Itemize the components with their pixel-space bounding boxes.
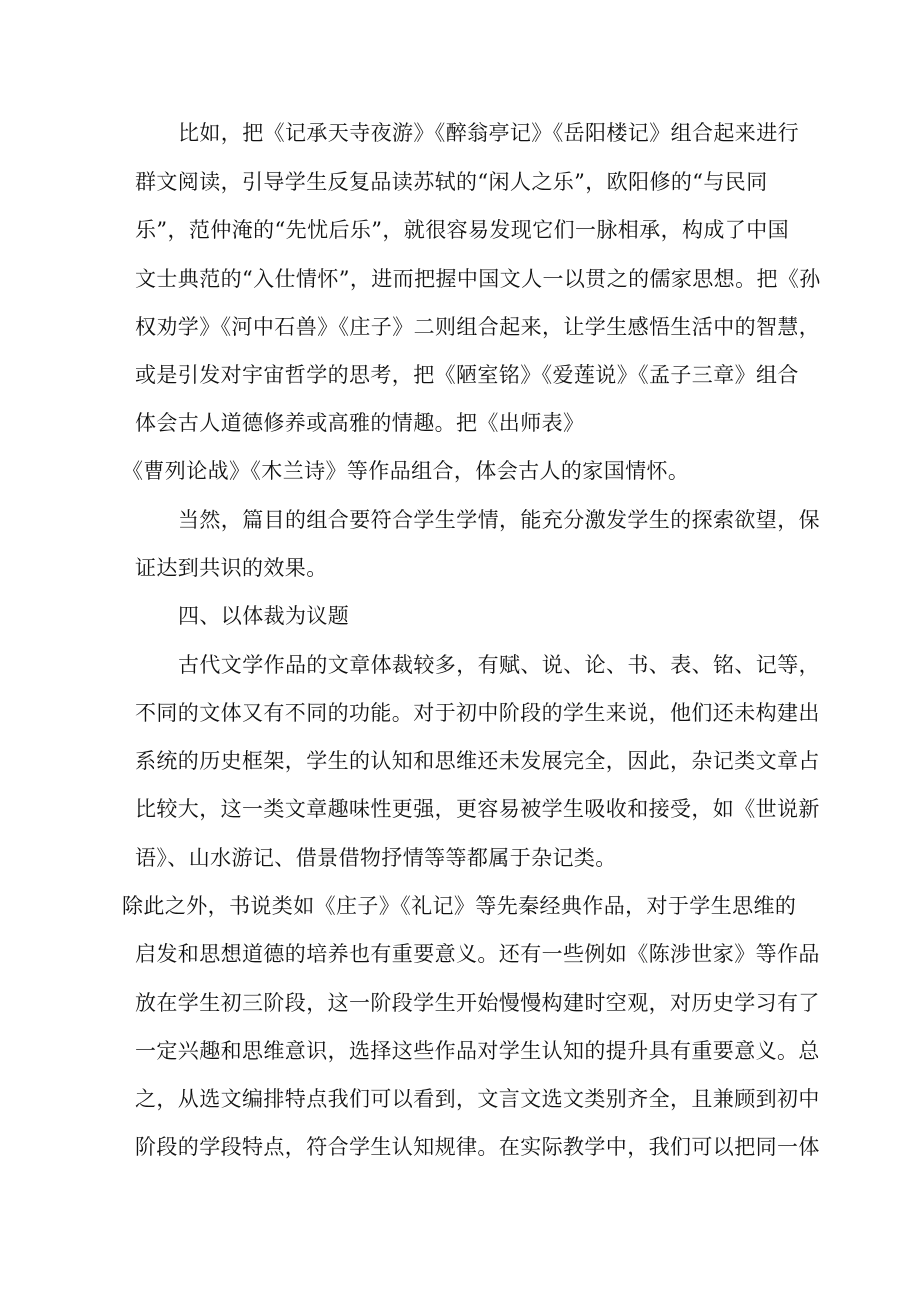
text-line: 除此之外，书说类如《庄子》《礼记》等先秦经典作品，对于学生思维的 xyxy=(122,894,797,918)
section-heading: 四、以体裁为议题 xyxy=(178,604,350,628)
text-line: 系统的历史框架，学生的认知和思维还未发展完全，因此，杂记类文章占 xyxy=(135,749,820,773)
text-line: 当然，篇目的组合要符合学生学情，能充分激发学生的探索欲望，保 xyxy=(178,508,820,532)
text-line: 之，从选文编排特点我们可以看到，文言文选文类别齐全，且兼顾到初中 xyxy=(135,1087,820,1111)
text-line: 群文阅读，引导学生反复品读苏轼的“闲人之乐”，欧阳修的“与民同 xyxy=(135,170,768,194)
text-line: 不同的文体又有不同的功能。对于初中阶段的学生来说，他们还未构建出 xyxy=(135,701,820,725)
text-line: 比较大，这一类文章趣味性更强，更容易被学生吸收和接受，如《世说新 xyxy=(135,797,820,821)
text-line: 比如，把《记承天寺夜游》《醉翁亭记》《岳阳楼记》组合起来进行 xyxy=(178,121,799,145)
text-line: 或是引发对宇宙哲学的思考，把《陋室铭》《爱莲说》《孟子三章》组合 xyxy=(135,363,799,387)
text-line: 语》、山水游记、借景借物抒情等等都属于杂记类。 xyxy=(135,846,617,870)
text-line: 权劝学》《河中石兽》《庄子》二则组合起来，让学生感悟生活中的智慧， xyxy=(135,315,821,339)
text-line: 一定兴趣和思维意识，选择这些作品对学生认知的提升具有重要意义。总 xyxy=(135,1039,820,1063)
text-line: 古代文学作品的文章体裁较多，有赋、说、论、书、表、铭、记等， xyxy=(178,653,820,677)
text-line: 放在学生初三阶段，这一阶段学生开始慢慢构建时空观，对历史学习有了 xyxy=(135,991,820,1015)
text-line: 阶段的学段特点，符合学生认知规律。在实际教学中，我们可以把同一体 xyxy=(135,1135,820,1159)
text-line: 乐”，范仲淹的“先忧后乐”，就很容易发现它们一脉相承，构成了中国 xyxy=(135,218,790,242)
text-line: 证达到共识的效果。 xyxy=(135,556,328,580)
text-line: 体会古人道德修养或高雅的情趣。把《出师表》 xyxy=(135,411,585,435)
text-line: 启发和思想道德的培养也有重要意义。还有一些例如《陈涉世家》等作品 xyxy=(135,942,820,966)
text-line: 《曹列论战》《木兰诗》等作品组合，体会古人的家国情怀。 xyxy=(122,459,690,483)
text-line: 文士典范的“入仕情怀”，进而把握中国文人一以贯之的儒家思想。把《孙 xyxy=(135,267,821,291)
